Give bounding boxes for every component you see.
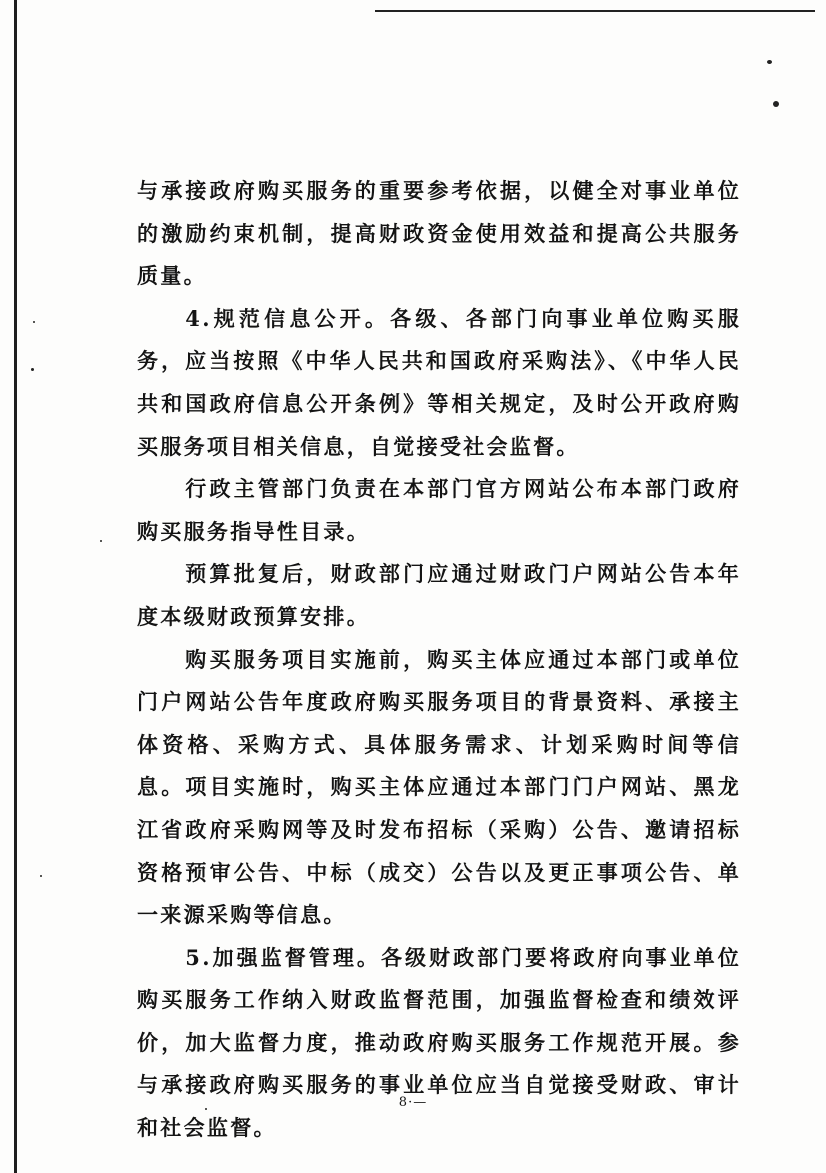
paragraph-text: 预算批复后，财政部门应通过财政门户网站公告本年度本级财政预算安排。 [137, 561, 741, 629]
paragraph [137, 639, 741, 937]
paragraph [137, 298, 741, 468]
scan-speck [773, 101, 779, 107]
paragraph-text: 各级财政部门要将政府向事业单位购买服务工作纳入财政监督范围，加强监督检查和绩效评价，加大监督力度，推动政府购买服务工作规范开展。参与承接政府购买服务的事业单位应当自觉接受财政、审计和社会监督。 [137, 944, 742, 1141]
scan-speck [33, 321, 35, 323]
paragraph [137, 468, 741, 553]
paragraph-heading: 5.加强监督管理。 [185, 944, 381, 970]
paragraph-text: 与承接政府购买服务的重要参考依据，以健全对事业单位的激励约束机制，提高财政资金使用效益和提高公共服务质量。 [137, 178, 741, 289]
paragraph [137, 170, 741, 298]
paragraph-text: 各级、各部门向事业单位购买服务，应当按照《中华人民共和国政府采购法》、《中华人民共和国政府信息公开条例》等相关规定，及时公开政府购买服务项目相关信息，自觉接受社会监督。 [137, 305, 742, 459]
left-page-edge [14, 0, 17, 1173]
paragraph-heading: 4.规范信息公开。 [185, 305, 391, 331]
scan-speck [100, 540, 102, 542]
paragraph [137, 553, 741, 638]
scan-speck [767, 60, 772, 64]
top-rule-line [375, 10, 815, 12]
paragraph-text: 行政主管部门负责在本部门官方网站公布本部门政府购买服务指导性目录。 [137, 476, 741, 544]
page-number: 8·— [398, 1095, 428, 1110]
paragraph-text: 购买服务项目实施前，购买主体应通过本部门或单位门户网站公告年度政府购买服务项目的背景资料、承接主体资格、采购方式、具体服务需求、计划采购时间等信息。项目实施时，购买主体应通过本部门门户网站、黑龙江省政府采购网等及时发布招标（采购）公告、邀请招标资格预审公告、中标（成交）公告以及更正事项公告、单一来源采购等信息。 [137, 646, 741, 928]
body-text [137, 170, 741, 1150]
scan-speck [40, 875, 42, 877]
paragraph [137, 937, 741, 1150]
scan-speck [31, 368, 34, 371]
